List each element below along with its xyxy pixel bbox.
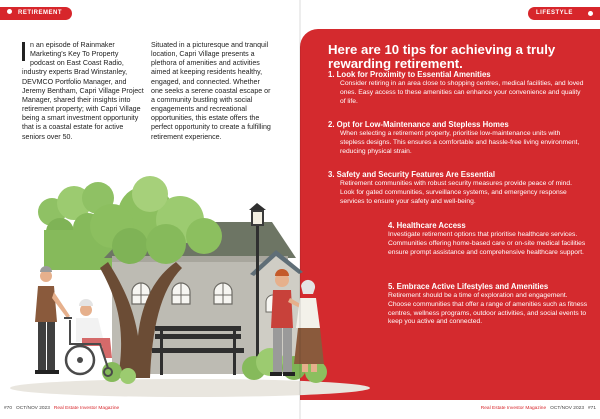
magazine-name: Real Estate Investor Magazine	[53, 406, 120, 411]
tip-heading: 4. Healthcare Access	[388, 221, 466, 230]
caregiver-figure	[35, 266, 70, 374]
spine-gutter	[299, 0, 301, 419]
page-number: #71	[587, 406, 596, 411]
tip-body: Retirement should be a time of exploration and engagement. Choose communities that offer a range of amenities such as fitness centres, wellness programs, outdoor activities, and social events to keep you active and connected.	[388, 292, 588, 326]
issue-date: OCT/NOV 2023	[550, 406, 584, 411]
tip-heading: 3. Safety and Security Features Are Essential	[328, 170, 495, 179]
article-text: Situated in a picturesque and tranquil location, Capri Village presents a plethora of amenities and activities aimed at keeping residents healthy, engaged, and connected. Whether one seeks a serene coastal escape or a community bustling with social engagements and recreational opportunities, this estate offers the perfect opportunity to create a fulfilling retirement experience.	[151, 41, 271, 141]
footer-right	[481, 406, 596, 411]
page-number: #70	[4, 406, 13, 411]
tips-title: Here are 10 tips for achieving a truly rewarding retirement.	[328, 42, 556, 71]
magazine-name: Real Estate Investor Magazine	[480, 406, 547, 411]
section-tag-label: RETIREMENT	[18, 10, 62, 16]
tip-heading: 2. Opt for Low-Maintenance and Stepless Homes	[328, 120, 509, 129]
tip-heading: 5. Embrace Active Lifestyles and Amenities	[388, 282, 549, 291]
section-tag-label: LIFESTYLE	[536, 10, 573, 16]
issue-date: OCT/NOV 2023	[16, 406, 50, 411]
tip-body: Investigate retirement options that prioritise healthcare services. Communities offering home-based care or on-site medical facilities ensure prompt assistance and comprehensive healthcare support.	[388, 231, 586, 256]
article-text: n an episode of Rainmaker Marketing’s Key To Property podcast on East Coast Radio, industry experts Brad Winstanley, DEVMCO Portfolio Manager, and Jeremy Bentham, Capri Village Project Manager, shared their insights into retirement property; with Capri Village being a smart investment opportunity that is a coastal estate for active seniors over 50.	[22, 41, 144, 141]
wheelchair-figure	[64, 299, 112, 376]
footer-left	[4, 406, 119, 411]
tip-body: When selecting a retirement property, prioritise low-maintenance units with stepless designs. This ensures a comfortable and hassle-free living environment, reducing physical strain.	[340, 130, 580, 155]
tip-heading: 1. Look for Proximity to Essential Amenities	[328, 70, 491, 79]
tip-body: Retirement communities with robust security measures provide peace of mind. Look for gated communities, surveillance systems, and emergency response services to ensure your safety and well-being.	[340, 180, 572, 205]
tip-body: Consider retiring in an area close to shopping centres, medical facilities, and loved ones. Easy access to these amenities can enhance your convenience and quality of life.	[340, 80, 584, 105]
